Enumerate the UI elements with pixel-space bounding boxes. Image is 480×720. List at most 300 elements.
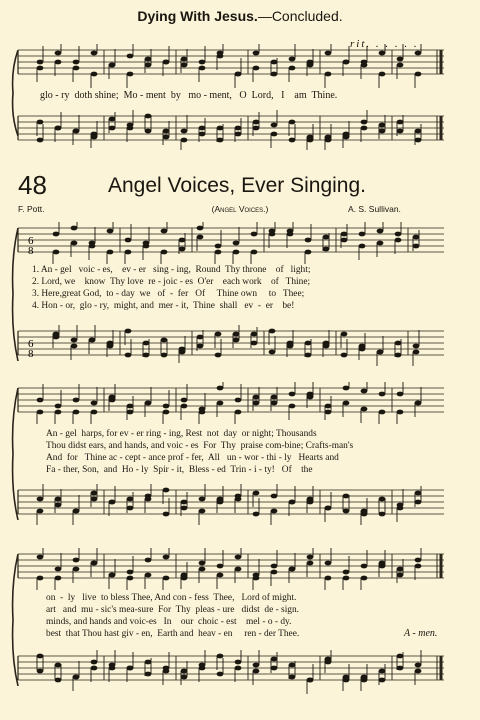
note-head <box>55 126 62 131</box>
note-head <box>71 226 78 231</box>
note-head <box>199 561 206 566</box>
note-head <box>37 654 44 659</box>
note-head <box>143 244 150 249</box>
note-head <box>307 392 314 397</box>
note-head <box>253 401 260 406</box>
note-head <box>181 404 188 409</box>
verse4-line2: Fa - ther, Son, and Ho - ly Spir - it, Bless - ed Trin - i - ty! Of the <box>46 465 313 475</box>
hymn-number: 48 <box>18 170 47 200</box>
note-head <box>91 410 98 415</box>
verse1-line2: An - gel harps, for ev - er ring - ing, Rest not day or night; Thousands <box>46 429 317 439</box>
note-head <box>233 338 240 343</box>
note-head <box>343 576 350 581</box>
note-head <box>37 410 44 415</box>
time-signature-top: 6 <box>28 235 34 247</box>
note-head <box>181 506 188 511</box>
note-head <box>235 132 242 137</box>
note-head <box>397 392 404 397</box>
note-head <box>73 567 80 572</box>
note-head <box>397 503 404 508</box>
system2-treble-staff <box>0 382 480 424</box>
time-signature-bottom: 8 <box>28 348 34 360</box>
note-head <box>199 567 206 572</box>
note-head <box>377 241 384 246</box>
note-head <box>163 129 170 134</box>
continuation-title <box>0 8 480 24</box>
note-head <box>197 344 204 349</box>
note-head <box>415 564 422 569</box>
note-head <box>109 663 116 668</box>
note-head <box>107 229 114 234</box>
note-head <box>107 344 114 349</box>
system3-treble-staff <box>0 548 480 590</box>
note-head <box>55 497 62 502</box>
note-head <box>379 678 386 683</box>
note-head <box>325 72 332 77</box>
note-head <box>361 576 368 581</box>
note-head <box>217 138 224 143</box>
continuation-brace <box>10 50 20 136</box>
note-head <box>37 398 44 403</box>
note-head <box>89 338 96 343</box>
note-head <box>107 250 114 255</box>
note-head <box>179 247 186 252</box>
note-head <box>361 120 368 125</box>
note-head <box>217 401 224 406</box>
note-head <box>325 51 332 56</box>
note-head <box>199 126 206 131</box>
note-head <box>413 344 420 349</box>
note-head <box>343 60 350 65</box>
note-head <box>199 132 206 137</box>
note-head <box>145 129 152 134</box>
note-head <box>217 573 224 578</box>
note-head <box>37 120 44 125</box>
note-head <box>271 657 278 662</box>
note-head <box>325 660 332 665</box>
note-head <box>379 497 386 502</box>
note-head <box>55 60 62 65</box>
note-head <box>127 54 134 59</box>
note-head <box>127 72 134 77</box>
note-head <box>73 558 80 563</box>
note-head <box>415 491 422 496</box>
note-head <box>125 250 132 255</box>
note-head <box>53 335 60 340</box>
note-head <box>217 500 224 505</box>
note-head <box>305 353 312 358</box>
note-head <box>53 250 60 255</box>
note-head <box>73 675 80 680</box>
amen-lyric: A - men. <box>404 628 438 639</box>
note-head <box>415 401 422 406</box>
note-head <box>163 60 170 65</box>
note-head <box>181 573 188 578</box>
note-head <box>199 663 206 668</box>
note-head <box>89 244 96 249</box>
note-head <box>199 66 206 71</box>
note-head <box>271 564 278 569</box>
note-head <box>289 675 296 680</box>
note-head <box>253 120 260 125</box>
note-head <box>253 669 260 674</box>
note-head <box>397 573 404 578</box>
note-head <box>163 135 170 140</box>
note-head <box>161 229 168 234</box>
note-head <box>37 509 44 514</box>
note-head <box>161 338 168 343</box>
note-head <box>127 576 134 581</box>
verse3-line1: 3. Here,great God, to - day we of - fer Of Thine own to Thee; <box>32 289 305 299</box>
note-head <box>127 497 134 502</box>
note-head <box>253 395 260 400</box>
note-head <box>145 660 152 665</box>
note-head <box>271 395 278 400</box>
verse2-line1: 2. Lord, we know Thy love re - joic - es O'er each work of Thine; <box>32 277 311 287</box>
note-head <box>253 126 260 131</box>
note-head <box>361 512 368 517</box>
system3-brace <box>10 554 20 686</box>
note-head <box>307 678 314 683</box>
note-head <box>343 570 350 575</box>
note-head <box>109 117 116 122</box>
note-head <box>251 232 258 237</box>
note-head <box>289 138 296 143</box>
note-head <box>179 350 186 355</box>
verse3-line2: And for Thine ac - cept - ance prof - fer, All un - wor - thi - ly Hearts and <box>46 453 339 463</box>
note-head <box>397 63 404 68</box>
note-head <box>127 570 134 575</box>
note-head <box>181 500 188 505</box>
note-head <box>181 669 188 674</box>
note-head <box>217 54 224 59</box>
note-head <box>343 509 350 514</box>
note-head <box>235 126 242 131</box>
note-head <box>269 232 276 237</box>
continuation-lyric: glo - ry doth shine; Mo - ment by mo - ment, O Lord, I am Thine. <box>40 90 338 101</box>
note-head <box>55 51 62 56</box>
note-head <box>379 72 386 77</box>
note-head <box>325 138 332 143</box>
note-head <box>91 660 98 665</box>
note-head <box>307 60 314 65</box>
note-head <box>415 129 422 134</box>
note-head <box>127 123 134 128</box>
note-head <box>289 567 296 572</box>
note-head <box>305 341 312 346</box>
note-head <box>73 410 80 415</box>
note-head <box>161 250 168 255</box>
note-head <box>37 555 44 560</box>
note-head <box>37 576 44 581</box>
note-head <box>253 663 260 668</box>
note-head <box>91 72 98 77</box>
note-head <box>125 238 132 243</box>
note-head <box>71 344 78 349</box>
note-head <box>235 567 242 572</box>
note-head <box>71 338 78 343</box>
note-head <box>413 350 420 355</box>
note-head <box>181 675 188 680</box>
note-head <box>359 244 366 249</box>
note-head <box>377 350 384 355</box>
note-head <box>341 332 348 337</box>
note-head <box>127 404 134 409</box>
note-head <box>325 404 332 409</box>
note-head <box>415 558 422 563</box>
system1-treble-staff <box>0 222 480 264</box>
note-head <box>359 347 366 352</box>
note-head <box>163 488 170 493</box>
note-head <box>305 250 312 255</box>
note-head <box>127 410 134 415</box>
note-head <box>91 491 98 496</box>
note-head <box>251 341 258 346</box>
note-head <box>181 57 188 62</box>
composer-credit: A. S. Sullivan. <box>348 204 401 214</box>
note-head <box>55 410 62 415</box>
note-head <box>109 500 116 505</box>
note-head <box>289 663 296 668</box>
note-head <box>233 241 240 246</box>
note-head <box>395 353 402 358</box>
note-head <box>143 353 150 358</box>
note-head <box>415 138 422 143</box>
note-head <box>253 491 260 496</box>
note-head <box>37 66 44 71</box>
note-head <box>377 229 384 234</box>
note-head <box>235 72 242 77</box>
note-head <box>197 335 204 340</box>
note-head <box>91 401 98 406</box>
note-head <box>55 678 62 683</box>
note-head <box>145 573 152 578</box>
note-head <box>215 353 222 358</box>
note-head <box>91 497 98 502</box>
note-head <box>145 57 152 62</box>
note-head <box>271 401 278 406</box>
note-head <box>55 663 62 668</box>
note-head <box>287 344 294 349</box>
note-head <box>163 666 170 671</box>
note-head <box>397 120 404 125</box>
note-head <box>127 506 134 511</box>
note-head <box>235 398 242 403</box>
verse3-line3: minds, and hands and voic-es In our choic - est mel - o - dy. <box>46 617 292 627</box>
note-head <box>145 558 152 563</box>
time-signature-top: 6 <box>28 338 34 350</box>
note-head <box>415 51 422 56</box>
note-head <box>217 386 224 391</box>
note-head <box>199 497 206 502</box>
note-head <box>127 666 134 671</box>
note-head <box>415 500 422 505</box>
note-head <box>379 129 386 134</box>
time-signature-bottom: 8 <box>28 245 34 257</box>
note-head <box>271 494 278 499</box>
note-head <box>161 353 168 358</box>
continuation-title-main: Dying With Jesus. <box>137 8 258 24</box>
note-head <box>343 386 350 391</box>
note-head <box>379 51 386 56</box>
note-head <box>55 503 62 508</box>
note-head <box>145 401 152 406</box>
note-head <box>397 129 404 134</box>
note-head <box>413 235 420 240</box>
note-head <box>109 63 116 68</box>
tempo-mark-rit: rit. . . . . . <box>350 38 419 50</box>
note-head <box>379 123 386 128</box>
verse1-line3: on - ly live to bless Thee, And con - fess Thee, Lord of might. <box>46 593 297 603</box>
note-head <box>361 389 368 394</box>
note-head <box>109 395 116 400</box>
system1-bass-staff <box>0 325 480 367</box>
note-head <box>73 509 80 514</box>
note-head <box>397 410 404 415</box>
note-head <box>325 561 332 566</box>
note-head <box>235 494 242 499</box>
note-head <box>125 353 132 358</box>
note-head <box>269 350 276 355</box>
note-head <box>163 555 170 560</box>
note-head <box>71 241 78 246</box>
note-head <box>343 401 350 406</box>
note-head <box>251 250 258 255</box>
verse4-line3: best that Thou hast giv - en, Earth and heav - en ren - der Thee. <box>46 629 300 639</box>
system2-brace <box>10 388 20 520</box>
note-head <box>361 63 368 68</box>
note-head <box>395 238 402 243</box>
note-head <box>235 410 242 415</box>
note-head <box>145 63 152 68</box>
note-head <box>341 238 348 243</box>
note-head <box>325 410 332 415</box>
note-head <box>271 666 278 671</box>
note-head <box>415 663 422 668</box>
note-head <box>217 672 224 677</box>
system2-bass-staff <box>0 484 480 526</box>
note-head <box>341 353 348 358</box>
verse2-line3: art and mu - sic's mea-sure For Thy pleas - ure didst de - sign. <box>46 605 300 615</box>
note-head <box>271 509 278 514</box>
note-head <box>397 654 404 659</box>
note-head <box>289 404 296 409</box>
note-head <box>379 561 386 566</box>
note-head <box>397 57 404 62</box>
note-head <box>163 410 170 415</box>
note-head <box>145 672 152 677</box>
note-head <box>343 494 350 499</box>
note-head <box>215 250 222 255</box>
note-head <box>199 410 206 415</box>
note-head <box>253 51 260 56</box>
note-head <box>145 114 152 119</box>
note-head <box>361 126 368 131</box>
note-head <box>197 226 204 231</box>
note-head <box>343 135 350 140</box>
note-head <box>125 329 132 334</box>
note-head <box>253 512 260 517</box>
note-head <box>55 567 62 572</box>
note-head <box>37 669 44 674</box>
hymn-title: Angel Voices, Ever Singing. <box>108 174 366 197</box>
note-head <box>91 51 98 56</box>
note-head <box>253 66 260 71</box>
note-head <box>271 123 278 128</box>
note-head <box>181 129 188 134</box>
note-head <box>181 63 188 68</box>
note-head <box>91 135 98 140</box>
system3-bass-staff <box>0 650 480 694</box>
note-head <box>323 247 330 252</box>
note-head <box>395 232 402 237</box>
note-head <box>289 120 296 125</box>
author-credit: F. Pott. <box>18 204 45 214</box>
note-head <box>199 509 206 514</box>
note-head <box>217 654 224 659</box>
note-head <box>163 512 170 517</box>
note-head <box>73 129 80 134</box>
note-head <box>361 407 368 412</box>
note-head <box>325 506 332 511</box>
note-head <box>379 410 386 415</box>
note-head <box>217 126 224 131</box>
note-head <box>199 60 206 65</box>
note-head <box>145 494 152 499</box>
note-head <box>415 669 422 674</box>
note-head <box>235 660 242 665</box>
note-head <box>181 138 188 143</box>
note-head <box>289 500 296 505</box>
note-head <box>53 232 60 237</box>
note-head <box>307 138 314 143</box>
note-head <box>197 235 204 240</box>
verse4-line1: 4. Hon - or, glo - ry, might, and mer - it, Thine shall ev - er be! <box>32 301 295 311</box>
note-head <box>379 512 386 517</box>
note-head <box>305 238 312 243</box>
note-head <box>379 392 386 397</box>
note-head <box>235 666 242 671</box>
note-head <box>37 497 44 502</box>
note-head <box>361 564 368 569</box>
verse1-line1: 1. An - gel voic - es, ev - er sing - ing, Round Thy throne of light; <box>32 265 311 275</box>
note-head <box>215 332 222 337</box>
verse2-line2: Thou didst ears, and hands, and voic - es For Thy praise com-bine; Crafts-man's <box>46 441 354 451</box>
note-head <box>235 555 242 560</box>
note-head <box>395 341 402 346</box>
note-head <box>307 555 314 560</box>
note-head <box>73 60 80 65</box>
system1-brace <box>10 228 20 361</box>
note-head <box>55 404 62 409</box>
note-head <box>233 250 240 255</box>
note-head <box>307 561 314 566</box>
note-head <box>217 564 224 569</box>
note-head <box>253 576 260 581</box>
note-head <box>181 398 188 403</box>
note-head <box>359 232 366 237</box>
note-head <box>143 341 150 346</box>
note-head <box>251 332 258 337</box>
note-head <box>109 126 116 131</box>
note-head <box>289 392 296 397</box>
note-head <box>91 666 98 671</box>
note-head <box>73 398 80 403</box>
note-head <box>37 138 44 143</box>
note-head <box>413 244 420 249</box>
note-head <box>307 500 314 505</box>
note-head <box>179 238 186 243</box>
